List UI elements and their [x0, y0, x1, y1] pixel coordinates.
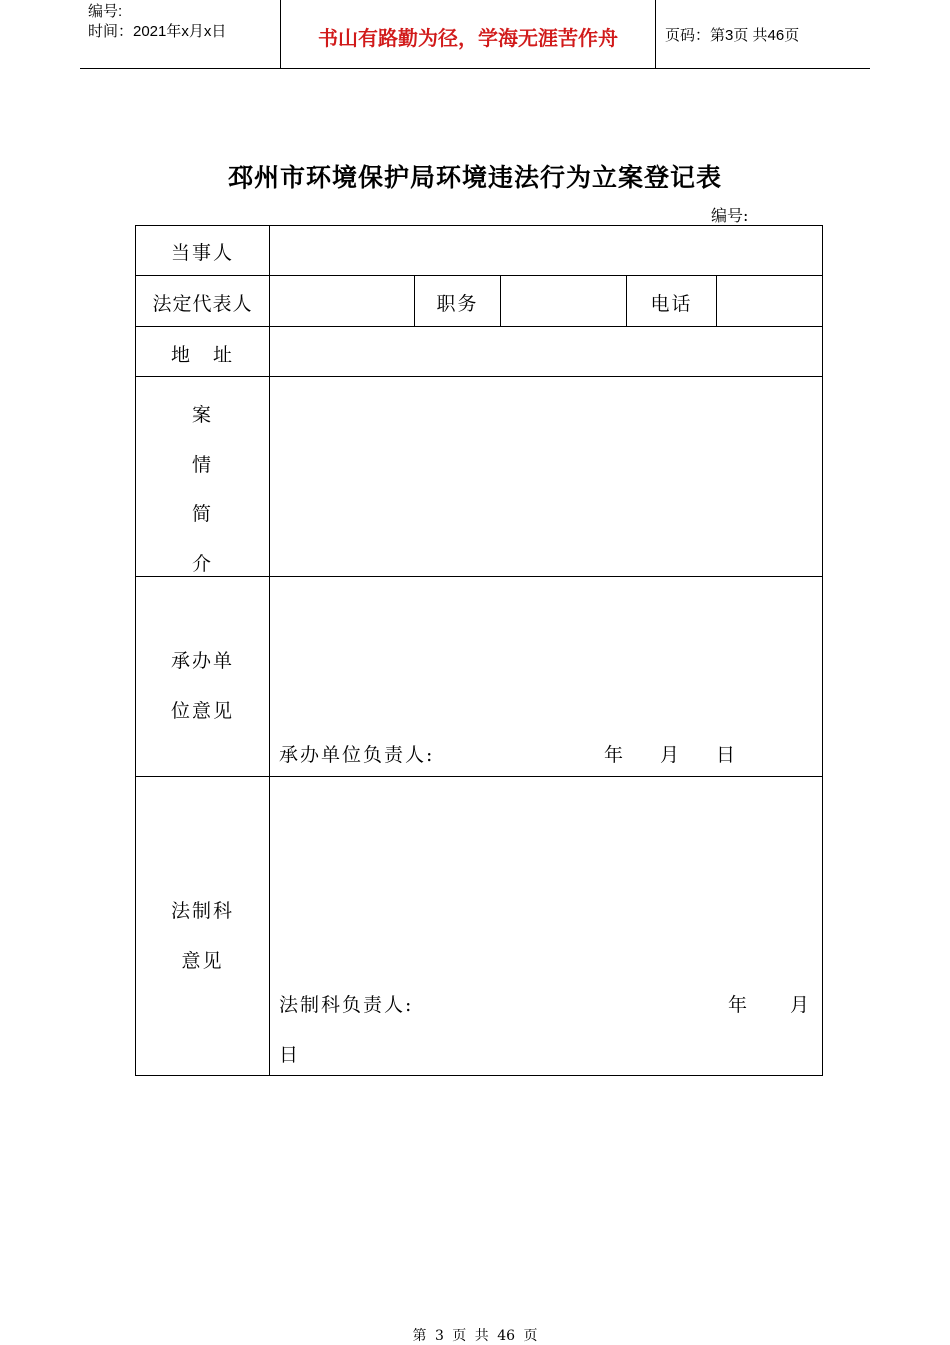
phone-label: 电话: [650, 293, 693, 315]
legal-rep-field[interactable]: [270, 276, 414, 326]
address-field[interactable]: [270, 327, 822, 376]
case-summary-field[interactable]: [270, 377, 822, 576]
header-meta: [88, 2, 283, 42]
header-divider: [655, 0, 656, 68]
case-summary-label: 案 情 简 介: [191, 404, 213, 575]
address-label: 地 址: [170, 344, 234, 366]
position-field[interactable]: [501, 276, 626, 326]
party-label: 当事人: [170, 242, 234, 264]
header-motto: 书山有路勤为径，学海无涯苦作舟: [318, 26, 618, 50]
header-time-label: 时间：2021年x月x日: [88, 23, 227, 40]
position-label: 职务: [436, 293, 479, 315]
legal-dept-opinion-field[interactable]: [270, 777, 822, 1075]
serial-number-label: 编号:: [711, 206, 749, 225]
undertaking-opinion-label: 承办单 位意见: [170, 650, 234, 722]
phone-field[interactable]: [717, 276, 822, 326]
header-serial-label: 编号:: [88, 3, 123, 20]
undertaking-year-label: 年: [604, 744, 626, 766]
legal-dept-signature-label: 法制科负责人:: [279, 994, 414, 1016]
undertaking-signature-label: 承办单位负责人:: [279, 744, 435, 766]
legal-rep-label: 法定代表人: [152, 293, 253, 315]
party-field[interactable]: [270, 226, 822, 275]
legal-dept-day-label: 日: [279, 1044, 301, 1066]
legal-dept-month-label: 月: [790, 994, 812, 1016]
undertaking-month-label: 月: [660, 744, 682, 766]
page-header: [80, 0, 870, 69]
header-page-info: 页码：第3页 共46页: [665, 27, 800, 44]
page-footer: 第 3 页 共 46 页: [412, 1328, 538, 1344]
page-title: 邳州市环境保护局环境违法行为立案登记表: [227, 163, 722, 192]
legal-dept-year-label: 年: [728, 994, 750, 1016]
undertaking-day-label: 日: [716, 744, 738, 766]
legal-dept-opinion-label: 法制科 意见: [170, 900, 234, 972]
registration-form: [135, 225, 823, 1076]
